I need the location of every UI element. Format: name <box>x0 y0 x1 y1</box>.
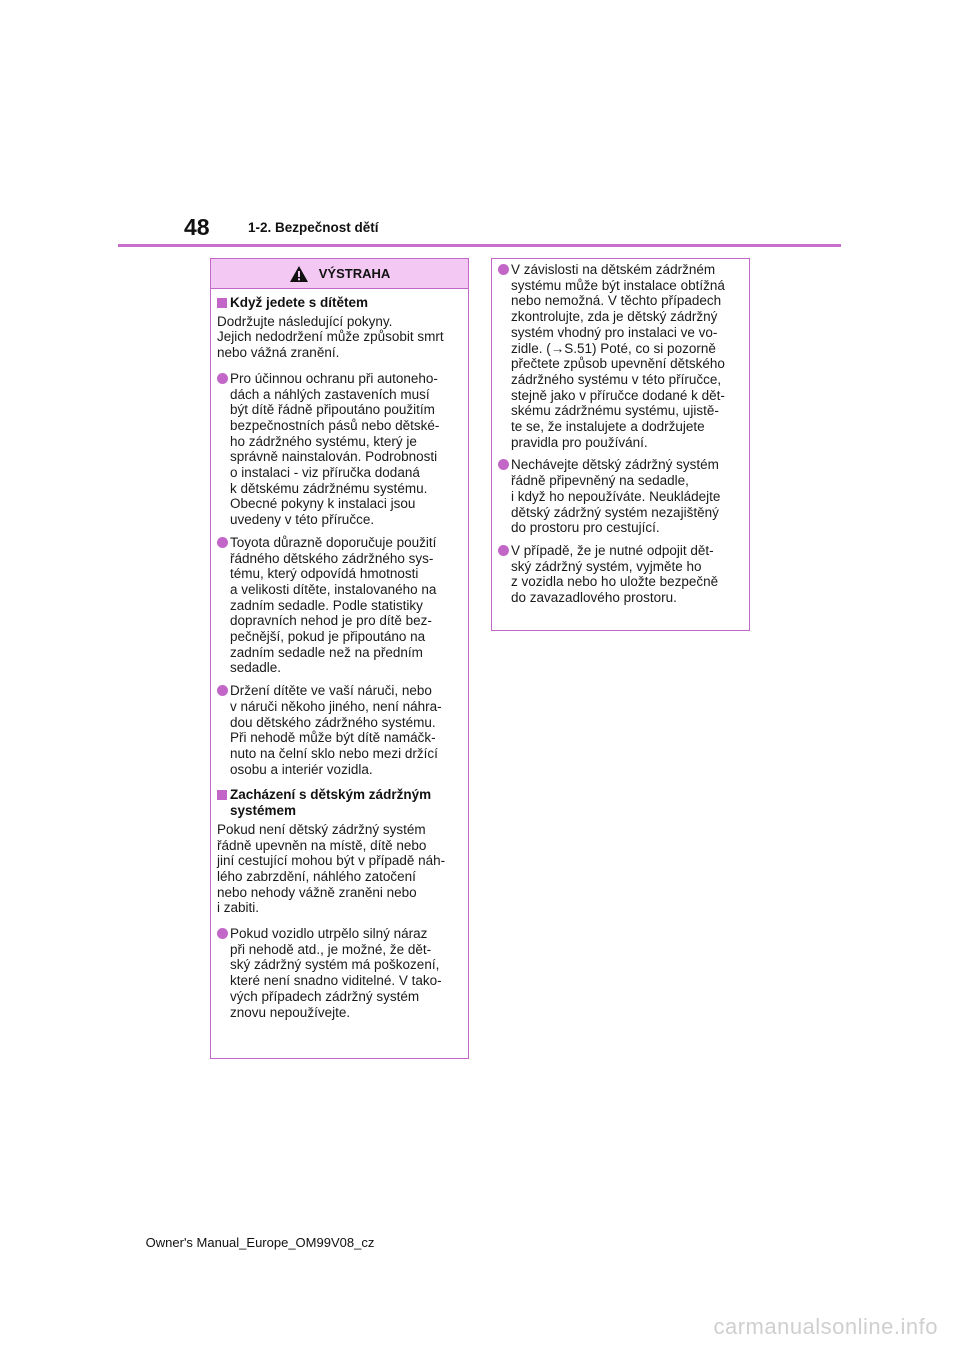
bullet-item <box>498 262 743 450</box>
text-line: i když ho nepoužíváte. Neukládejte <box>511 488 721 504</box>
text-line: dou dětského zádržného systému. <box>230 714 436 730</box>
text-line: stejně jako v příručce dodané k dět- <box>511 387 725 403</box>
text-line: a velikosti dítěte, instalovaného na <box>230 581 437 597</box>
text-line: pravidla pro používání. <box>511 434 648 450</box>
bullet-text <box>230 535 436 676</box>
text-line: nuto na čelní sklo nebo mezi držící <box>230 745 438 761</box>
footer-manual-id: Owner's Manual_Europe_OM99V08_cz <box>145 1235 375 1250</box>
bullet-item <box>498 543 743 606</box>
text-line: k dětskému zádržnému systému. <box>230 480 428 496</box>
warning-title: VÝSTRAHA <box>318 266 391 281</box>
bullet-item <box>217 371 462 528</box>
bullet-text <box>511 262 725 450</box>
text-line: které není snadno viditelné. V tako- <box>230 973 442 989</box>
text-line: do prostoru pro cestující. <box>511 520 660 536</box>
text-line: přečtete způsob upevnění dětského <box>511 356 725 372</box>
bullet-text <box>511 543 718 606</box>
bullet-dot-icon <box>498 264 509 275</box>
text-line: uvedeny v této příručce. <box>230 512 375 528</box>
warning-body-left <box>211 289 468 1020</box>
text-line: Pokud vozidlo utrpělo silný náraz <box>230 926 428 942</box>
bullet-dot-icon <box>498 545 509 556</box>
text-line: dětský zádržný systém nezajištěný <box>511 504 719 520</box>
text-line: Toyota důrazně doporučuje použití <box>230 534 437 550</box>
bullet-dot-icon <box>217 537 228 548</box>
text-line: tému, který odpovídá hmotnosti <box>230 566 419 582</box>
text-line: skému zádržnému systému, ujistě- <box>511 403 719 419</box>
text-line: do zavazadlového prostoru. <box>511 590 677 606</box>
text-line: zadním sedadle než na předním <box>230 644 423 660</box>
bullet-item <box>217 683 462 777</box>
text-line: zidle. (→S.51) Poté, co si pozorně <box>511 340 716 356</box>
text-line: Zacházení s dětským zádržným <box>230 787 432 803</box>
section-title: 1-2. Bezpečnost dětí <box>248 220 379 235</box>
text-line: Jejich nedodržení může způsobit smrt <box>217 329 444 345</box>
text-line: ho zádržného systému, který je <box>230 433 417 449</box>
text-line: bezpečnostních pásů nebo dětské- <box>230 417 440 433</box>
text-line: vých případech zádržný systém <box>230 988 420 1004</box>
text-line: dách a náhlých zastaveních musí <box>230 386 430 402</box>
text-line: z vozidla nebo ho uložte bezpečně <box>511 574 719 590</box>
text-line: nebo nehody vážně zraněni nebo <box>217 884 417 900</box>
bullet-dot-icon <box>217 685 228 696</box>
text-line: nebo vážná zranění. <box>217 345 340 361</box>
text-line: Držení dítěte ve vaší náruči, nebo <box>230 683 432 699</box>
text-line: zadním sedadle. Podle statistiky <box>230 597 423 613</box>
text-line: řádně upevněn na místě, dítě nebo <box>217 837 427 853</box>
subheading-text <box>230 787 431 818</box>
text-line: V závislosti na dětském zádržném <box>511 262 716 277</box>
warning-body-right <box>492 259 749 606</box>
text-line: systému může být instalace obtížná <box>511 277 725 293</box>
text-line: systém vhodný pro instalaci ve vo- <box>511 324 718 340</box>
square-marker-icon <box>217 298 227 308</box>
text-line: Pro účinnou ochranu při autoneho- <box>230 370 438 386</box>
warning-box-right <box>491 258 750 631</box>
text-line: V případě, že je nutné odpojit dět- <box>511 542 714 558</box>
text-line: systémem <box>230 803 297 819</box>
text-line: v náruči někoho jiného, není náhra- <box>230 698 442 714</box>
bullet-item <box>498 457 743 536</box>
text-line: Nechávejte dětský zádržný systém <box>511 457 719 473</box>
watermark-logo: carmanualsonline.info <box>713 1314 938 1339</box>
text-line: být dítě řádně připoutáno použitím <box>230 402 435 418</box>
warning-box-left <box>210 258 469 1059</box>
subheading-child-restraint-handling <box>217 787 462 818</box>
text-line: dopravních nehod je pro dítě bez- <box>230 613 432 629</box>
text-line: osobu a interiér vozidla. <box>230 761 373 777</box>
text-line: ský zádržný systém má poškození, <box>230 957 440 973</box>
text-line: Při nehodě může být dítě namáčk- <box>230 730 436 746</box>
text-line: při nehodě atd., je možné, že dět- <box>230 941 432 957</box>
subheading-driving-with-child <box>217 295 462 311</box>
intro-paragraph-2 <box>217 822 462 916</box>
text-line: řádného dětského zádržného sys- <box>230 550 434 566</box>
intro-paragraph-1 <box>217 314 462 361</box>
bullet-text <box>230 926 442 1020</box>
bullet-dot-icon <box>217 928 228 939</box>
text-line: Dodržujte následující pokyny. <box>217 313 393 329</box>
bullet-text <box>230 371 439 528</box>
text-line: ský zádržný systém, vyjměte ho <box>511 558 702 574</box>
square-marker-icon <box>217 790 227 800</box>
bullet-text <box>511 457 720 536</box>
text-line: řádně připevněný na sedadle, <box>511 473 689 489</box>
header-rule <box>118 244 841 247</box>
warning-triangle-icon <box>289 265 309 283</box>
text-line: o instalaci - viz příručka dodaná <box>230 465 420 481</box>
text-line: te se, že instalujete a dodržujete <box>511 419 705 435</box>
bullet-dot-icon <box>498 459 509 470</box>
text-line: nebo nemožná. V těchto případech <box>511 293 722 309</box>
bullet-dot-icon <box>217 373 228 384</box>
bullet-item <box>217 535 462 676</box>
text-line: i zabiti. <box>217 900 260 916</box>
text-line: zádržného systému v této příručce, <box>511 371 722 387</box>
text-line: zkontrolujte, zda je dětský zádržný <box>511 309 718 325</box>
text-line: pečnější, pokud je připoutáno na <box>230 629 426 645</box>
text-line: znovu nepoužívejte. <box>230 1004 351 1020</box>
text-line: Obecné pokyny k instalaci jsou <box>230 496 416 512</box>
text-line: Pokud není dětský zádržný systém <box>217 821 426 837</box>
text-line: správně nainstalován. Podrobnosti <box>230 449 438 465</box>
subheading-text: Když jedete s dítětem <box>230 295 369 310</box>
bullet-text <box>230 683 442 777</box>
bullet-item <box>217 926 462 1020</box>
text-line: jiní cestující mohou být v případě náh- <box>217 853 446 869</box>
text-line: sedadle. <box>230 660 282 676</box>
text-line: lého zabrzdění, náhlého zatočení <box>217 868 416 884</box>
warning-header <box>211 259 468 289</box>
page-number: 48 <box>184 214 210 240</box>
